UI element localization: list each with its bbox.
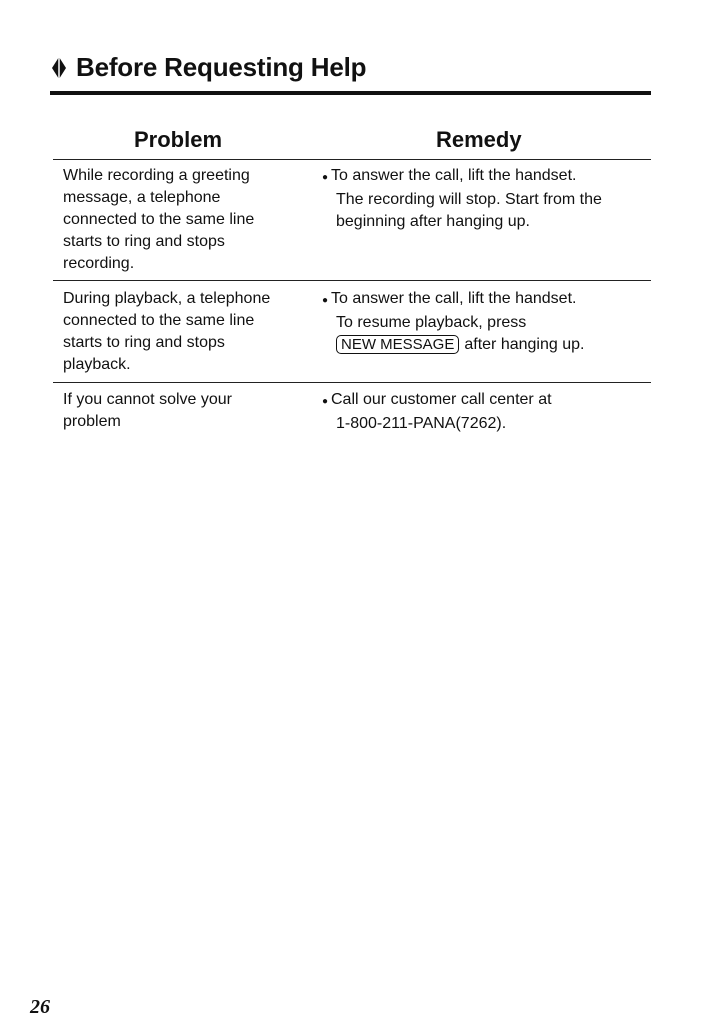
problem-text: If you cannot solve your problem <box>63 391 232 430</box>
column-header-remedy: Remedy <box>436 127 522 152</box>
new-message-key: NEW MESSAGE <box>336 335 459 354</box>
bullet-icon: ● <box>322 295 329 306</box>
remedy-text: ● Call our customer call center at 1-800-211-PANA(7262). <box>322 391 552 432</box>
page-title-text: Before Requesting Help <box>76 52 367 82</box>
bullet-icon: ● <box>322 172 329 183</box>
remedy-text: ● To answer the call, lift the handset. To resume playback, press NEW MESSAGE after hanging up. <box>322 290 585 353</box>
column-header-problem: Problem <box>134 127 223 152</box>
bullet-icon: ● <box>322 396 329 407</box>
problem-text: While recording a greeting message, a telephone connected to the same line starts to ring and stops recording. <box>63 167 255 272</box>
header-rule <box>53 159 651 160</box>
page-number: 26 <box>30 996 50 1018</box>
diamond-arrow-icon <box>50 55 68 81</box>
title-rule <box>50 91 651 95</box>
remedy-text: ● To answer the call, lift the handset. The recording will stop. Start from the beginning after hanging up. <box>322 167 602 230</box>
row-rule <box>53 280 651 281</box>
row-rule <box>53 382 651 383</box>
problem-text: During playback, a telephone connected to the same line starts to ring and stops playback. <box>63 290 271 373</box>
page-title <box>50 52 366 83</box>
